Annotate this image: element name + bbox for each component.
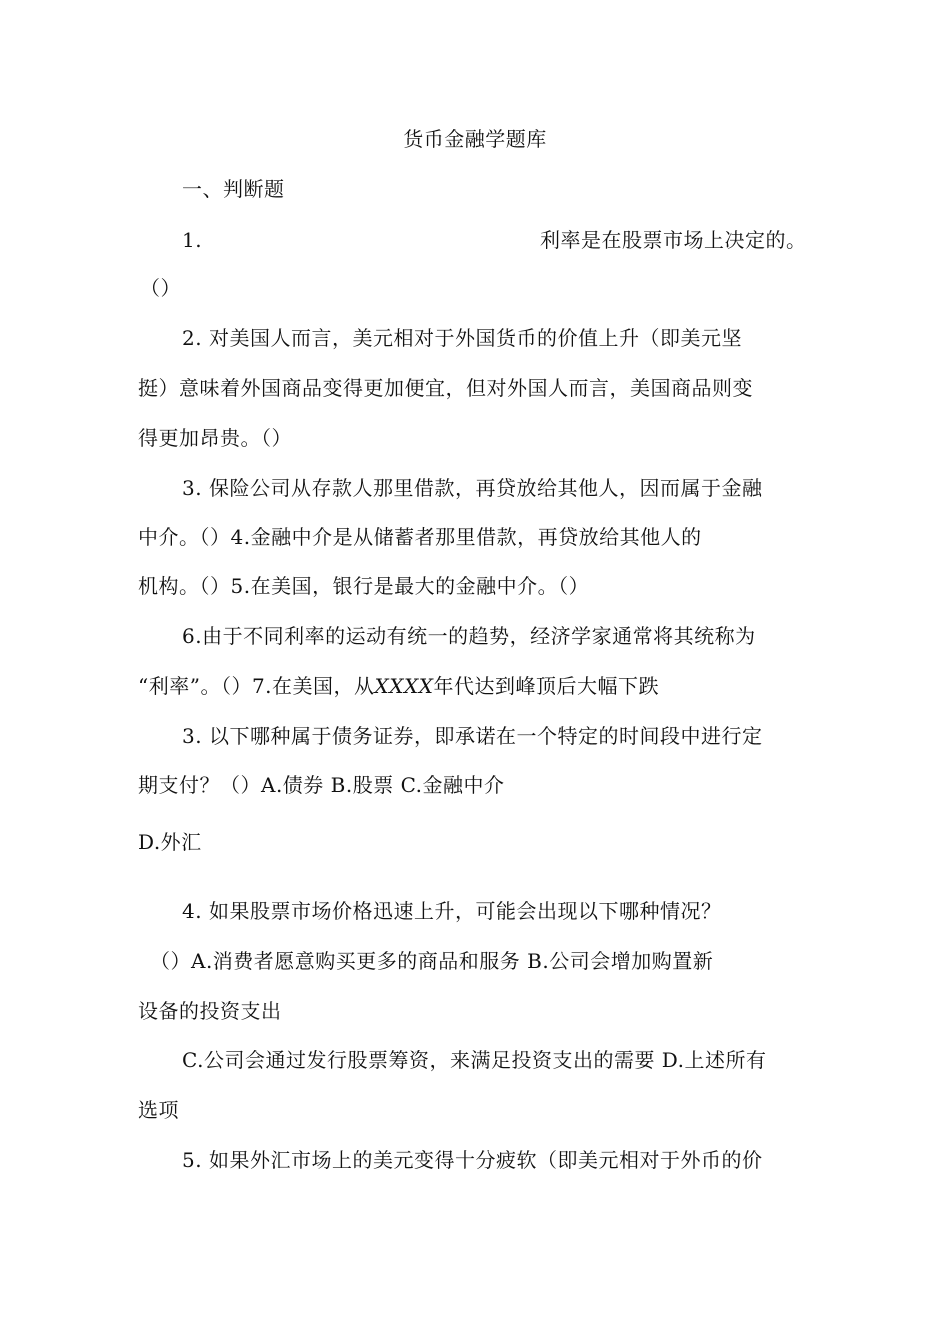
placeholder-year: XXXX bbox=[374, 674, 434, 698]
question-text: 3. 保险公司从存款人那里借款，再贷放给其他人，因而属于金融 bbox=[182, 476, 763, 500]
question-text: 5. 如果外汇市场上的美元变得十分疲软（即美元相对于外币的价 bbox=[182, 1148, 763, 1172]
section-heading: 一、判断题 bbox=[182, 177, 285, 201]
question-text: 4. 如果股票市场价格迅速上升，可能会出现以下哪种情况？ bbox=[182, 899, 722, 923]
question-option: 选项 bbox=[138, 1098, 179, 1122]
question-text-part: “利率”。（）7.在美国，从 bbox=[138, 674, 375, 698]
question-text-part: 年代达到峰顶后大幅下跌 bbox=[433, 674, 659, 698]
question-text bbox=[138, 671, 659, 701]
question-text: 机构。（）5.在美国，银行是最大的金融中介。（） bbox=[138, 574, 590, 598]
question-options: （）A.消费者愿意购买更多的商品和服务 B.公司会增加购置新 bbox=[150, 949, 714, 973]
question-text: 得更加昂贵。（） bbox=[138, 426, 292, 450]
question-number: 1. bbox=[182, 228, 203, 252]
question-options: 期支付？（）A.债券 B.股票 C.金融中介 bbox=[138, 773, 505, 797]
question-text: 6.由于不同利率的运动有统一的趋势，经济学家通常将其统称为 bbox=[182, 624, 756, 648]
answer-brackets: （） bbox=[140, 276, 181, 300]
question-options: C.公司会通过发行股票筹资，来满足投资支出的需要 D.上述所有 bbox=[182, 1048, 767, 1072]
question-text: 利率是在股票市场上决定的。 bbox=[540, 228, 807, 252]
question-text: 中介。（）4.金融中介是从储蓄者那里借款，再贷放给其他人的 bbox=[138, 525, 702, 549]
question-option: 设备的投资支出 bbox=[138, 999, 282, 1023]
document-title: 货币金融学题库 bbox=[403, 127, 547, 151]
question-text: 3. 以下哪种属于债务证券，即承诺在一个特定的时间段中进行定 bbox=[182, 724, 763, 748]
question-option: D.外汇 bbox=[138, 830, 202, 854]
question-text: 挺）意味着外国商品变得更加便宜，但对外国人而言，美国商品则变 bbox=[138, 376, 753, 400]
question-text: 2. 对美国人而言，美元相对于外国货币的价值上升（即美元坚 bbox=[182, 326, 742, 350]
